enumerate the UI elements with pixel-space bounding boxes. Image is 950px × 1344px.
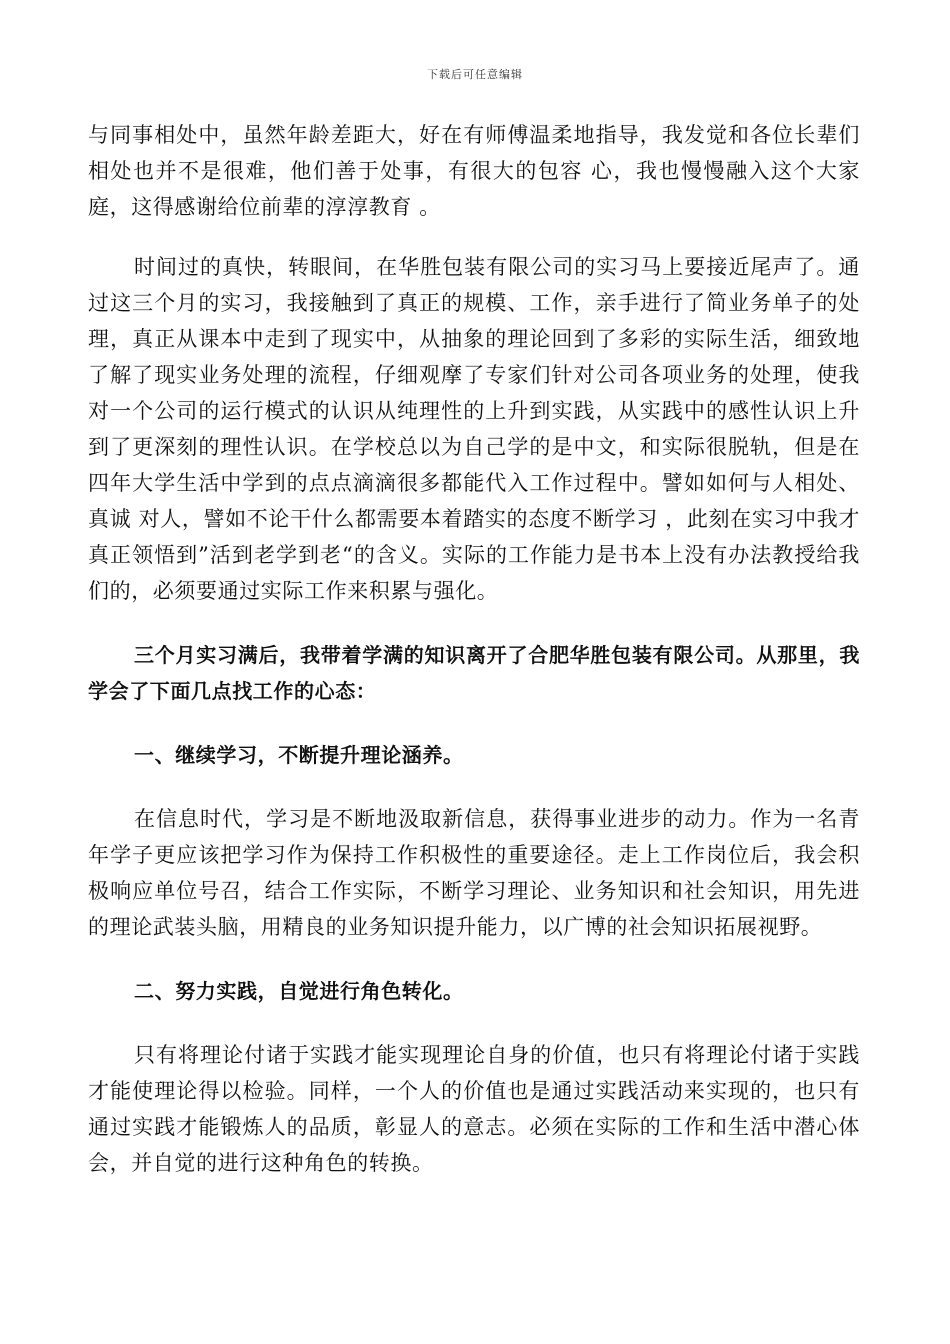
page-header: 下载后可任意编辑 [427, 68, 523, 81]
paragraph-mindset-intro: 三个月实习满后，我带着学满的知识离开了合肥华胜包装有限公司。从那里，我学会了下面几点找工作的心态： [88, 643, 860, 703]
section-heading-1: 一、继续学习，不断提升理论涵养。 [134, 743, 464, 767]
paragraph-internship-summary: 时间过的真快，转眼间，在华胜包装有限公司的实习马上要接近尾声了。通过这三个月的实习，我接触到了真正的规模、工作，亲手进行了简业务单子的处理，真正从课本中走到了现实中，从抽象的理论回到了多彩的实际生活，细致地了解了现实业务处理的流程，仔细观摩了专家们针对公司各项业务的处理，使我对一个公司的运行模式的认识从纯理性的上升到实践，从实践中的感性认识上升到了更深刻的理性认识。在学校总以为自己学的是中文，和实际很脱轨，但是在四年大学生活中学到的点点滴滴很多都能代入工作过程中。譬如如何与人相处、真诚 对人，譬如不论干什么都需要本着踏实的态度不断学习 ，此刻在实习中我才真正领悟到”活到老学到老“的含义。实际的工作能力是书本上没有办法教授给我们的，必须要通过实际工作来积累与强化。 [88, 255, 860, 603]
paragraph-colleagues: 与同事相处中，虽然年龄差距大，好在有师傅温柔地指导，我发觉和各位长辈们相处也并不是很难，他们善于处事，有很大的包容 心，我也慢慢融入这个大家庭，这得感谢给位前辈的淳淳教育 。 [88, 123, 860, 219]
section-heading-2: 二、努力实践，自觉进行角色转化。 [134, 979, 464, 1003]
paragraph-practice: 只有将理论付诸于实践才能实现理论自身的价值，也只有将理论付诸于实践才能使理论得以检验。同样，一个人的价值也是通过实践活动来实现的，也只有通过实践才能锻炼人的品质，彰显人的意志。必须在实际的工作和生活中潜心体会，并自觉的进行这种角色的转换。 [88, 1043, 860, 1175]
paragraph-continue-learning: 在信息时代，学习是不断地汲取新信息，获得事业进步的动力。作为一名青年学子更应该把学习作为保持工作积极性的重要途径。走上工作岗位后，我会积极响应单位号召，结合工作实际，不断学习理论、业务知识和社会知识，用先进的理论武装头脑，用精良的业务知识提升能力，以广博的社会知识拓展视野。 [88, 807, 860, 939]
document-body [88, 117, 860, 1181]
